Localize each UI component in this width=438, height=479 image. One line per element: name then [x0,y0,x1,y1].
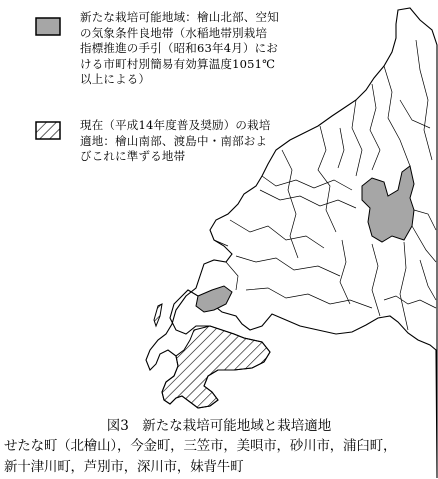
legend-new-area-line: 以上による） [80,72,151,86]
legend-new-area-text [80,10,279,88]
legend-new-area-line: 指標推進の手引（昭和63年4月）にお [80,41,279,55]
legend-swatch-new-area [36,18,60,35]
legend-current-area-line: 現在（平成14年度普及奨励）の栽培 [80,118,271,132]
figure-caption: 図3 新たな栽培可能地域と栽培適地 [106,418,332,434]
legend-current-area-line: びこれに準ずる地帯 [80,149,186,163]
legend-new-area-line: の気象条件良地帯（水稲地帯別栽培 [80,25,268,40]
town-list-line: せたな町（北檜山），今金町，三笠市，美唄市，砂川市，浦臼町， [4,438,397,454]
legend-new-area-line: 新たな栽培可能地域：檜山北部、空知 [80,10,279,24]
legend-new-area-line: ける市町村別簡易有効算温度1051℃ [80,56,276,71]
legend-current-area-text [80,118,271,165]
okushiri-island [154,304,162,326]
legend-swatch-current-area [36,122,60,139]
legend-current-area-line: 適地：檜山南部、渡島中・南部およ [80,133,268,148]
town-list-line: 新十津川町，芦別市，深川市，妹背牛町 [4,459,244,475]
